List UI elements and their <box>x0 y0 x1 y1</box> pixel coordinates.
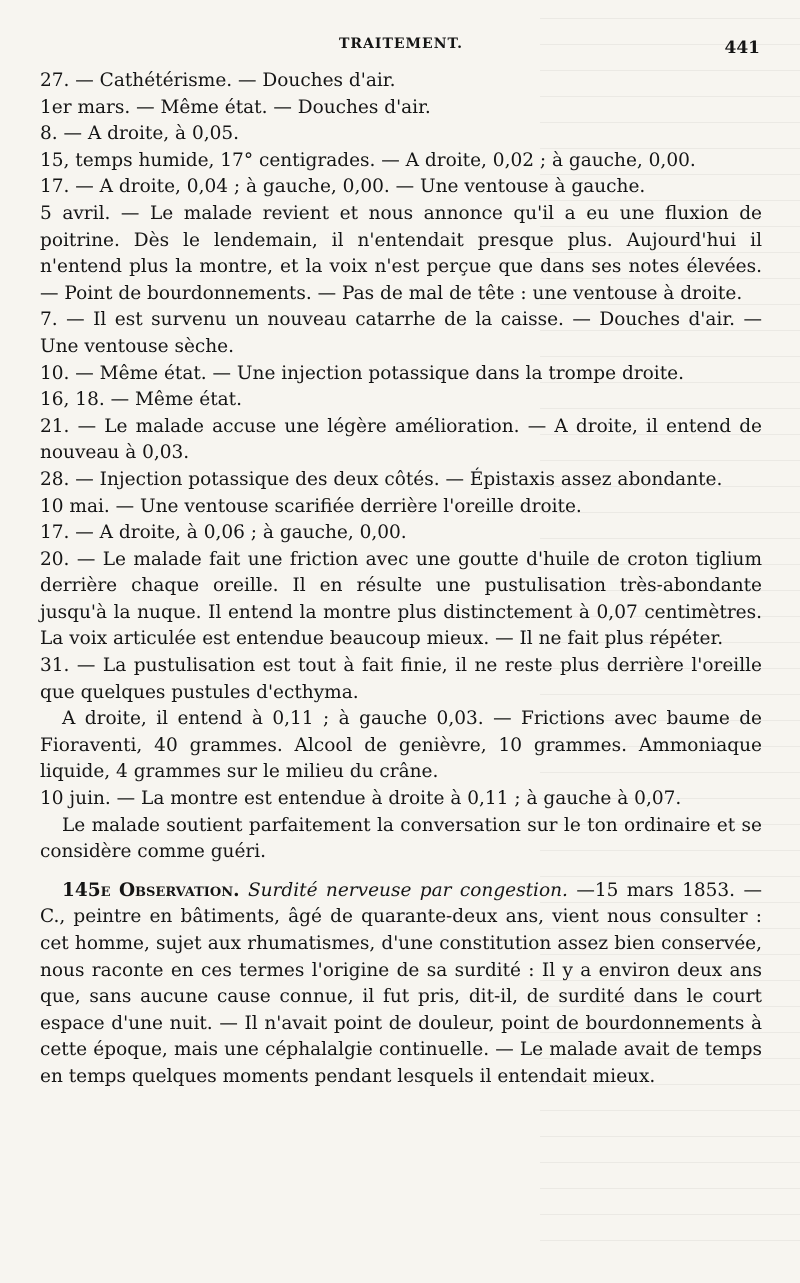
running-head <box>40 32 762 66</box>
page-number: 441 <box>724 38 760 58</box>
observation-label: Observation. <box>118 879 240 901</box>
entry-apr-10: 10. — Même état. — Une injection potassique dans la trompe droite. <box>40 362 684 384</box>
entry-conclusion: Le malade soutient parfaitement la conversation sur le ton ordinaire et se considère comme guéri. <box>40 814 762 863</box>
entry-mar-8: 8. — A droite, à 0,05. <box>40 123 240 145</box>
observation-title: Surdité nerveuse par congestion. <box>247 879 568 901</box>
entry-feb-27: 27. — Cathétérisme. — Douches d'air. <box>40 70 396 91</box>
entry-apr-7: 7. — Il est survenu un nouveau catarrhe de la caisse. — Douches d'air. — Une ventouse sèche. <box>40 309 762 357</box>
entry-apr-28: 28. — Injection potassique des deux côtés. — Épistaxis assez abondante. <box>40 468 723 490</box>
entry-apr-16-18: 16, 18. — Même état. <box>40 389 242 411</box>
entry-mar-1: 1er mars. — Même état. — Douches d'air. <box>40 96 431 118</box>
section-gap <box>40 866 762 878</box>
observation-number: 145e <box>62 879 111 901</box>
entry-may-31-continued: A droite, il entend à 0,11 ; à gauche 0,03. — Frictions avec baume de Fioraventi, 40 grammes. Alcool de genièvre, 10 grammes. Ammoniaque liquide, 4 grammes sur le milieu du crâne. <box>40 708 762 783</box>
observation-body: — C., peintre en bâtiments, âgé de quarante-deux ans, vient nous consulter : cet homme, sujet aux rhumatismes, d'une constitution assez bien conservée, nous raconte en ces termes l'origine de sa surdité : Il y a environ deux ans que, sans aucune cause connue, il fut pris, dit-il, de surdité dans le court espace d'une nuit. — Il n'avait point de douleur, point de bourdonnements à cette époque, mais une céphalalgie continuelle. — Le malade avait de temps en temps quelques moments pendant lesquels il entendait mieux. <box>40 879 762 1087</box>
entry-mar-15: 15, temps humide, 17° centigrades. — A droite, 0,02 ; à gauche, 0,00. <box>40 149 696 171</box>
entry-apr-5: 5 avril. — Le malade revient et nous annonce qu'il a eu une fluxion de poitrine. Dès le lendemain, il n'entendait presque plus. Aujourd'hui il n'entend plus la montre, et la voix n'est perçue que dans ses notes élevées. — Point de bourdonnements. — Pas de mal de tête : une ventouse à droite. <box>40 202 762 304</box>
observation-block <box>40 878 762 1091</box>
entry-apr-21: 21. — Le malade accuse une légère amélioration. — A droite, il entend de nouveau à 0,03. <box>40 415 762 464</box>
entry-may-17: 17. — A droite, à 0,06 ; à gauche, 0,00. <box>40 522 407 544</box>
entry-jun-10: 10 juin. — La montre est entendue à droite à 0,11 ; à gauche à 0,07. <box>40 788 682 810</box>
entry-may-20: 20. — Le malade fait une friction avec une goutte d'huile de croton tiglium derrière chaque oreille. Il en résulte une pustulisation très-abondante jusqu'à la nuque. Il entend la montre plus distinctement à 0,07 centimètres. La voix articulée est entendue beaucoup mieux. — Il ne fait plus répéter. <box>40 548 762 650</box>
entry-may-31: 31. — La pustulisation est tout à fait finie, il ne reste plus derrière l'oreille que quelques pustules d'ecthyma. <box>40 655 762 703</box>
observation-date: —15 mars 1853. <box>576 879 736 901</box>
entry-may-10: 10 mai. — Une ventouse scarifiée derrière l'oreille droite. <box>40 495 582 517</box>
body-text <box>40 68 762 1091</box>
entry-mar-17: 17. — A droite, 0,04 ; à gauche, 0,00. — Une ventouse à gauche. <box>40 176 646 198</box>
running-title: TRAITEMENT. <box>338 36 463 52</box>
